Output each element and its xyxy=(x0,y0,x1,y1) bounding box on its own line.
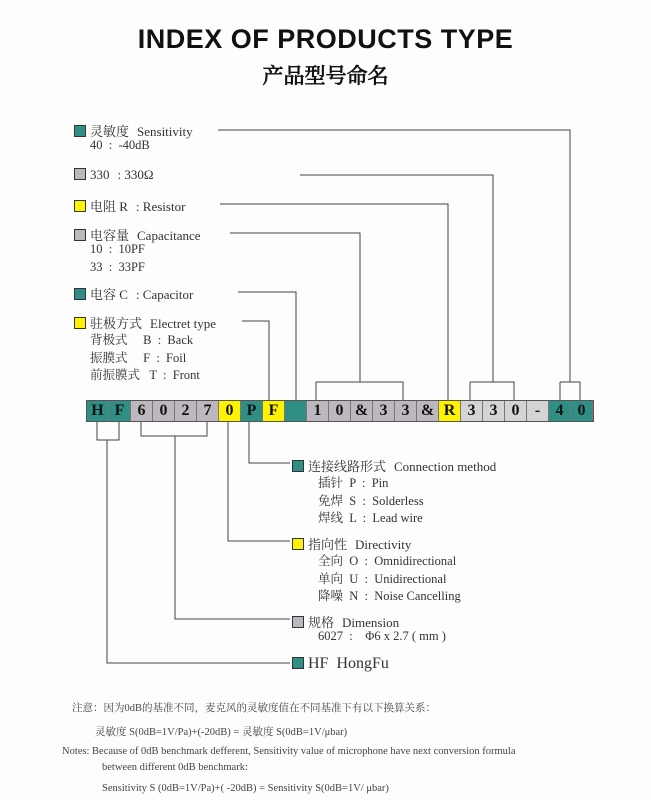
sensitivity-line xyxy=(218,130,580,400)
code-cell: 1 xyxy=(307,401,329,421)
label-sub: 背极式 B : Back xyxy=(90,333,194,347)
resistance-line xyxy=(300,175,514,400)
label-top_labels-1 xyxy=(74,167,154,183)
code-cell: 4 xyxy=(549,401,571,421)
label-en: : 330Ω xyxy=(117,167,154,182)
color-square-icon xyxy=(292,657,304,669)
label-sub: 40 : -40dB xyxy=(90,138,150,152)
code-cell xyxy=(285,401,307,421)
label-cn: 规格 xyxy=(308,615,335,630)
label-sub: 插针 P : Pin xyxy=(318,476,389,490)
code-cell: & xyxy=(417,401,439,421)
color-square-icon xyxy=(74,317,86,329)
color-square-icon xyxy=(292,460,304,472)
label-bottom_labels-3 xyxy=(292,655,389,673)
note-en-formula: Sensitivity S (0dB=1V/Pa)+( -20dB) = Sensitivity S(0dB=1V/ μbar) xyxy=(102,783,389,794)
code-cell: 3 xyxy=(395,401,417,421)
code-cell: 0 xyxy=(153,401,175,421)
label-top_labels-2 xyxy=(74,196,185,215)
label-cn: 电容量 xyxy=(90,228,130,243)
brand-line xyxy=(97,422,290,663)
code-cell: 7 xyxy=(197,401,219,421)
color-square-icon xyxy=(74,288,86,300)
label-cn: 电容 C xyxy=(90,287,128,302)
code-cell: 0 xyxy=(505,401,527,421)
code-cell: R xyxy=(439,401,461,421)
label-en: Directivity xyxy=(355,537,412,552)
code-cell: F xyxy=(263,401,285,421)
note-en-1: Notes: Because of 0dB benchmark defferent, Sensitivity value of microphone have next conversion formula xyxy=(62,746,516,757)
code-cell: 0 xyxy=(219,401,241,421)
label-cn: HF xyxy=(308,655,329,672)
model-code-bar xyxy=(86,400,594,422)
label-sub: 33 : 33PF xyxy=(90,259,145,274)
label-en: Electret type xyxy=(150,316,217,331)
label-cn: 连接线路形式 xyxy=(308,459,387,474)
label-sub: 前振膜式 T : Front xyxy=(90,368,200,382)
color-square-icon xyxy=(74,229,86,241)
note-cn-formula: 灵敏度 S(0dB=1V/Pa)+(-20dB) = 灵敏度 S(0dB=1V/μbar) xyxy=(95,727,348,738)
color-square-icon xyxy=(74,200,86,212)
electret-line xyxy=(242,321,269,400)
label-en: : Capacitor xyxy=(135,287,194,302)
connection-line xyxy=(249,422,290,463)
label-top_labels-4 xyxy=(74,284,193,303)
code-cell: 3 xyxy=(461,401,483,421)
code-cell: 6 xyxy=(131,401,153,421)
title: INDEX OF PRODUCTS TYPE xyxy=(137,24,514,54)
code-cell: H xyxy=(87,401,109,421)
label-sub: 降噪 N : Noise Cancelling xyxy=(318,589,461,603)
label-cn: 电阻 R xyxy=(90,199,128,214)
label-en: Connection method xyxy=(394,459,497,474)
code-cell: P xyxy=(241,401,263,421)
label-cn: 330 xyxy=(90,167,110,182)
note-en-2: between different 0dB benchmark: xyxy=(102,762,248,773)
label-en: Capacitance xyxy=(137,228,201,243)
label-sub: 振膜式 F : Foil xyxy=(90,350,187,365)
subtitle: 产品型号命名 xyxy=(262,64,389,88)
color-square-icon xyxy=(292,616,304,628)
label-sub: 6027 : Φ6 x 2.7 ( mm ) xyxy=(318,629,446,643)
code-cell: & xyxy=(351,401,373,421)
directivity-line xyxy=(228,422,290,541)
color-square-icon xyxy=(74,168,86,180)
label-cn: 驻极方式 xyxy=(90,316,143,331)
color-square-icon xyxy=(292,538,304,550)
code-cell: 2 xyxy=(175,401,197,421)
note-cn: 注意：因为0dB的基准不同，麦克风的灵敏度值在不同基准下有以下换算关系： xyxy=(72,703,437,714)
code-cell: 3 xyxy=(373,401,395,421)
color-square-icon xyxy=(74,125,86,137)
label-en: : Resistor xyxy=(135,199,186,214)
code-cell: 0 xyxy=(329,401,351,421)
code-cell: 3 xyxy=(483,401,505,421)
code-cell: 0 xyxy=(571,401,593,421)
code-cell: - xyxy=(527,401,549,421)
label-en: Dimension xyxy=(342,615,400,630)
label-en: HongFu xyxy=(336,655,389,672)
capacitance-line xyxy=(230,233,403,400)
label-cn: 灵敏度 xyxy=(90,124,130,139)
dimension-line xyxy=(141,422,290,619)
label-sub: 免焊 S : Solderless xyxy=(318,493,424,508)
label-sub: 全向 O : Omnidirectional xyxy=(318,554,457,568)
capacitor-line xyxy=(238,292,296,400)
label-cn: 指向性 xyxy=(308,537,348,552)
label-en: Sensitivity xyxy=(137,124,193,139)
label-sub: 焊线 L : Lead wire xyxy=(318,511,423,525)
label-sub: 10 : 10PF xyxy=(90,242,145,256)
label-sub: 单向 U : Unidirectional xyxy=(318,571,447,586)
code-cell: F xyxy=(109,401,131,421)
